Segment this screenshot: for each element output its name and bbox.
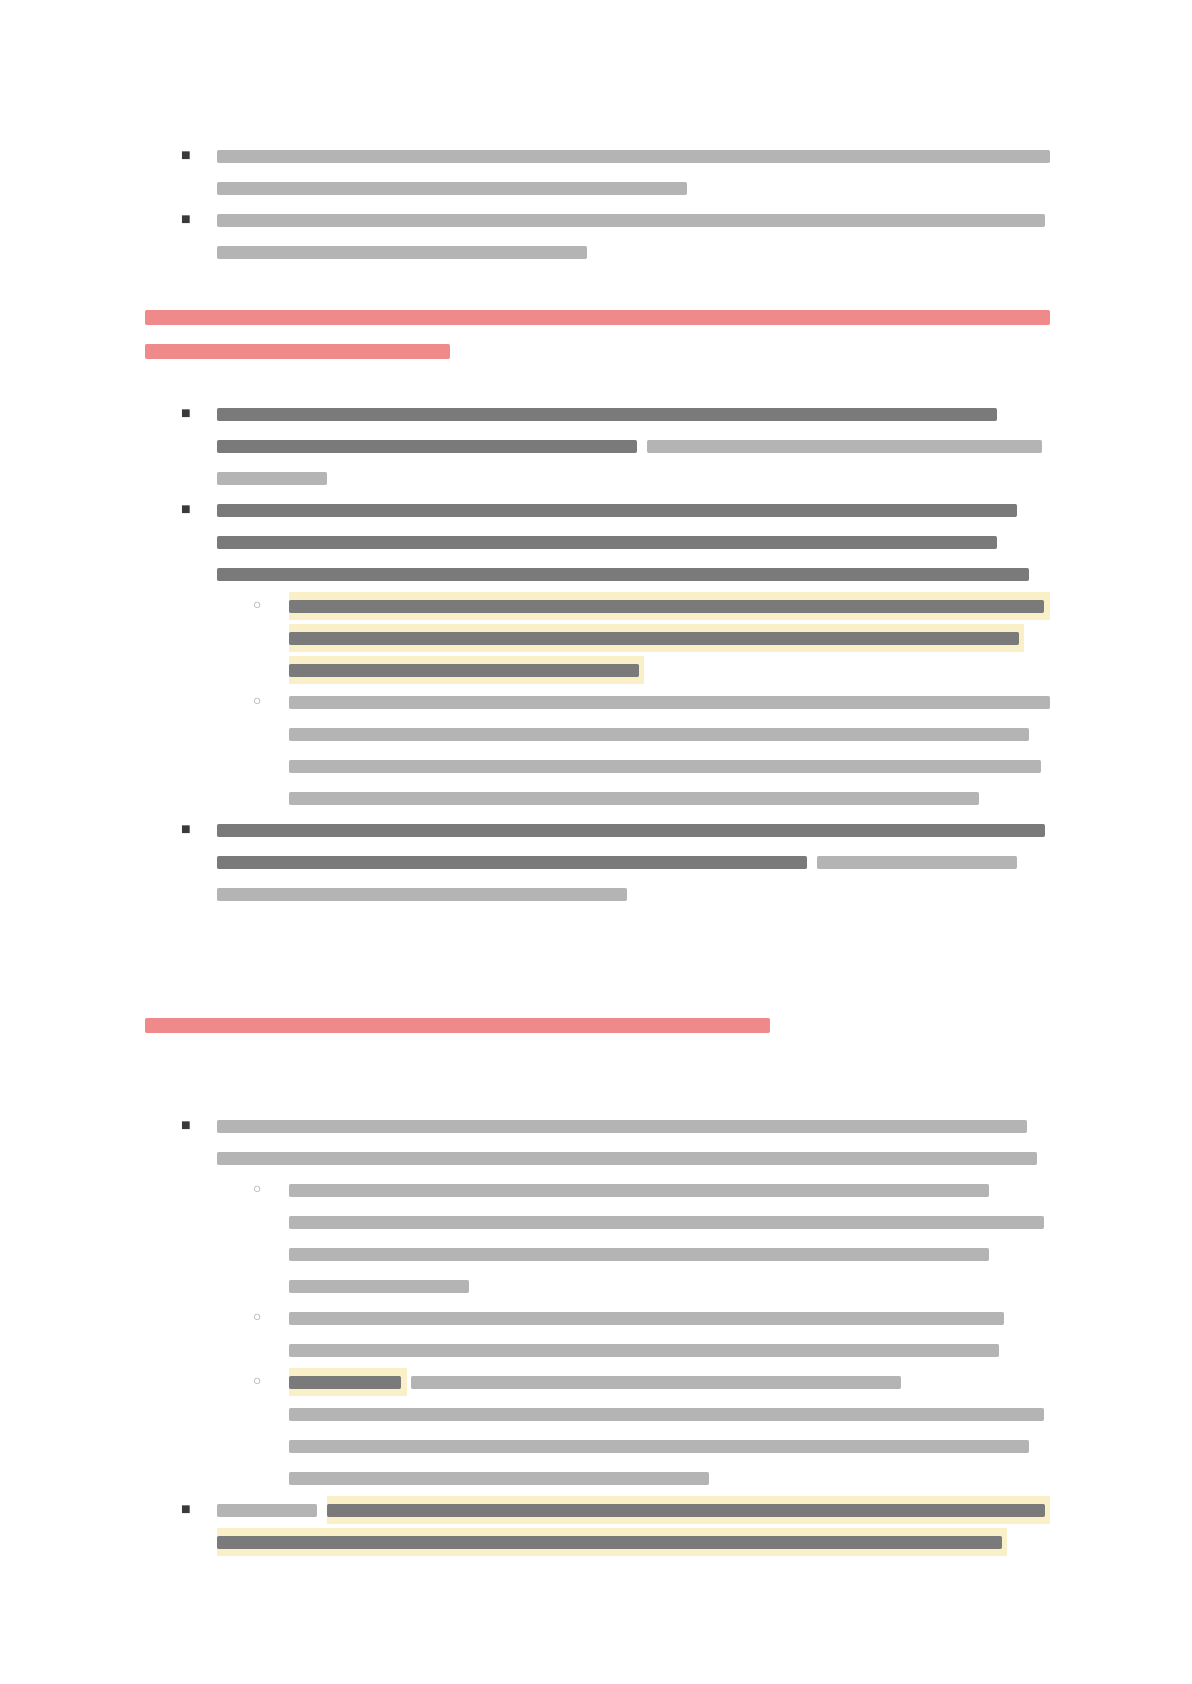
section-heading	[145, 1008, 1050, 1042]
sub-list-item	[253, 1366, 1050, 1494]
list-item	[181, 140, 1050, 204]
bullet-icon: ■	[181, 405, 191, 422]
bullet-icon: ■	[181, 211, 191, 228]
bullet-list-section-3	[145, 1110, 1050, 1558]
hollow-bullet-icon: ○	[253, 598, 262, 613]
list-item	[181, 1110, 1050, 1174]
bullet-icon: ■	[181, 1501, 191, 1518]
bullet-list-section-2	[145, 398, 1050, 910]
list-item	[181, 1494, 1050, 1558]
bullet-icon: ■	[181, 1117, 191, 1134]
sub-list-item	[253, 590, 1050, 686]
bullet-icon: ■	[181, 147, 191, 164]
bullet-icon: ■	[181, 821, 191, 838]
bullet-icon: ■	[181, 501, 191, 518]
hollow-bullet-icon: ○	[253, 1310, 262, 1325]
bullet-list-intro	[145, 140, 1050, 268]
sub-list-item	[253, 1302, 1050, 1366]
sub-list-item	[253, 686, 1050, 814]
list-item	[181, 494, 1050, 590]
hollow-bullet-icon: ○	[253, 1374, 262, 1389]
hollow-bullet-icon: ○	[253, 694, 262, 709]
list-item	[181, 204, 1050, 268]
list-item	[181, 814, 1050, 910]
sub-list-item	[253, 1174, 1050, 1302]
section-heading	[145, 300, 1050, 368]
hollow-bullet-icon: ○	[253, 1182, 262, 1197]
list-item	[181, 398, 1050, 494]
